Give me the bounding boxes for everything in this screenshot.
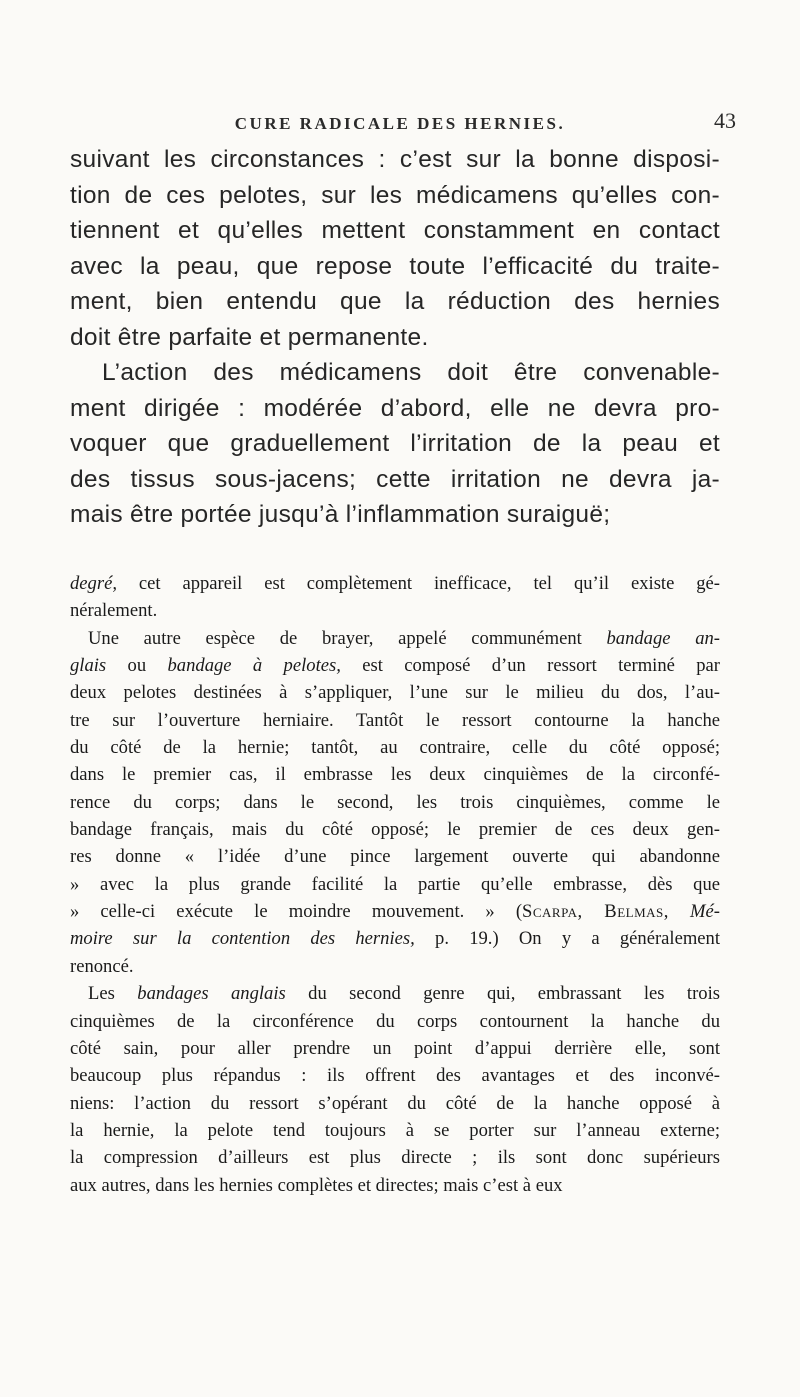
text-line [70,1117,720,1144]
text-line: L’action des médicamens doit être convenable- [102,359,720,386]
small-caps-text: Scarpa, Belmas, [522,901,669,923]
text-line [70,1144,720,1171]
text-segment: p. 19.) On y a généralement [414,928,721,950]
text-segment: res donne « l’idée d’une pince largement ouverte qui abandonne [70,846,720,868]
italic-text: degré, [70,573,117,594]
text-line [70,761,720,788]
text-line [70,980,720,1007]
text-line [70,789,720,816]
text-segment: du second genre qui, embrassant les trois [285,983,720,1005]
text-line: tiennent et qu’elles mettent constamment en contact [70,217,720,244]
text-segment: rence du corps; dans le second, les trois cinquièmes, comme le [70,791,720,813]
text-segment: cet appareil est complètement inefficace, tel qu’il existe gé- [116,573,720,594]
text-line: ment, bien entendu que la réduction des hernies [70,288,720,315]
text-line [70,652,720,679]
text-segment: » avec la plus grande facilité la partie qu’elle embrasse, dès que [70,873,720,895]
text-segment: la compression d’ailleurs est plus directe ; ils sont donc supérieurs [70,1147,720,1169]
text-line [70,1090,720,1117]
text-line [70,1035,720,1062]
large-type-text-block [70,142,720,533]
text-line [70,1172,720,1199]
text-line [70,625,720,652]
text-line: avec la peau, que repose toute l’efficacité du traite- [70,252,720,280]
text-segment: beaucoup plus répandus : ils offrent des avantages et des inconvé- [70,1065,720,1087]
text-segment: aux autres, dans les hernies complètes et directes; mais c’est à eux [70,1174,563,1196]
italic-text: bandages anglais [137,983,286,1005]
text-segment: tre sur l’ouverture herniaire. Tantôt le ressort contourne la hanche [70,709,720,731]
paragraph [70,570,720,625]
text-segment: est composé d’un ressort terminé par [340,655,720,677]
text-segment: renoncé. [70,955,134,977]
text-line: suivant les circonstances : c’est sur la bonne disposi- [70,146,720,173]
italic-text: bandage à pelotes, [167,655,341,677]
text-line [70,898,720,925]
text-line [70,679,720,706]
text-segment: dans le premier cas, il embrasse les deux cinquièmes de la circonfé- [70,764,720,786]
text-line [70,816,720,843]
text-line: des tissus sous-jacens; cette irritation ne devra ja- [70,465,720,493]
italic-text: Mé- [690,901,720,923]
text-line: mais être portée jusqu’à l’inflammation suraiguë; [70,501,611,528]
italic-text: bandage an- [606,627,720,649]
text-line: doit être parfaite et permanente. [70,323,429,351]
text-line [70,871,720,898]
text-segment: cinquièmes de la circonférence du corps contournent la hanche du [70,1010,720,1032]
text-segment: Une autre espèce de brayer, appelé communément [88,627,607,649]
paragraph [70,980,720,1199]
text-line [70,734,720,761]
paragraph [70,142,720,355]
page-number: 43 [714,108,736,133]
running-head [68,108,736,138]
text-line [70,1062,720,1089]
paragraph [70,355,720,533]
text-line [70,843,720,870]
text-line: voquer que graduellement l’irritation de la peau et [70,430,720,457]
text-line [70,1008,720,1035]
text-segment: deux pelotes destinées à s’appliquer, l’une sur le milieu du dos, l’au- [70,682,720,704]
text-segment: côté sain, pour aller prendre un point d’appui derrière elle, sont [70,1037,720,1059]
text-segment: néralement. [70,600,158,622]
text-segment: du côté de la hernie; tantôt, au contraire, celle du côté opposé; [70,737,720,759]
italic-text: glais [70,655,107,677]
text-segment: ou [106,655,168,677]
text-line: tion de ces pelotes, sur les médicamens qu’elles con- [70,181,720,209]
text-segment: la hernie, la pelote tend toujours à se porter sur l’anneau externe; [70,1119,720,1141]
text-line [70,597,720,624]
text-line [70,925,720,952]
text-line: ment dirigée : modérée d’abord, elle ne devra pro- [70,394,720,422]
running-title: CURE RADICALE DES HERNIES. [234,114,566,133]
text-segment [669,901,690,922]
text-segment: bandage français, mais du côté opposé; le premier de ces deux gen- [70,819,720,841]
text-line [70,953,720,980]
text-line [70,570,720,597]
paragraph [70,625,720,980]
small-type-text-block [70,570,720,1199]
italic-text: moire sur la contention des hernies, [70,928,415,950]
text-segment: Les [88,983,138,1005]
text-segment: » celle-ci exécute le moindre mouvement. » ( [70,901,523,923]
text-line [70,707,720,734]
text-segment: niens: l’action du ressort s’opérant du côté de la hanche opposé à [70,1092,720,1114]
